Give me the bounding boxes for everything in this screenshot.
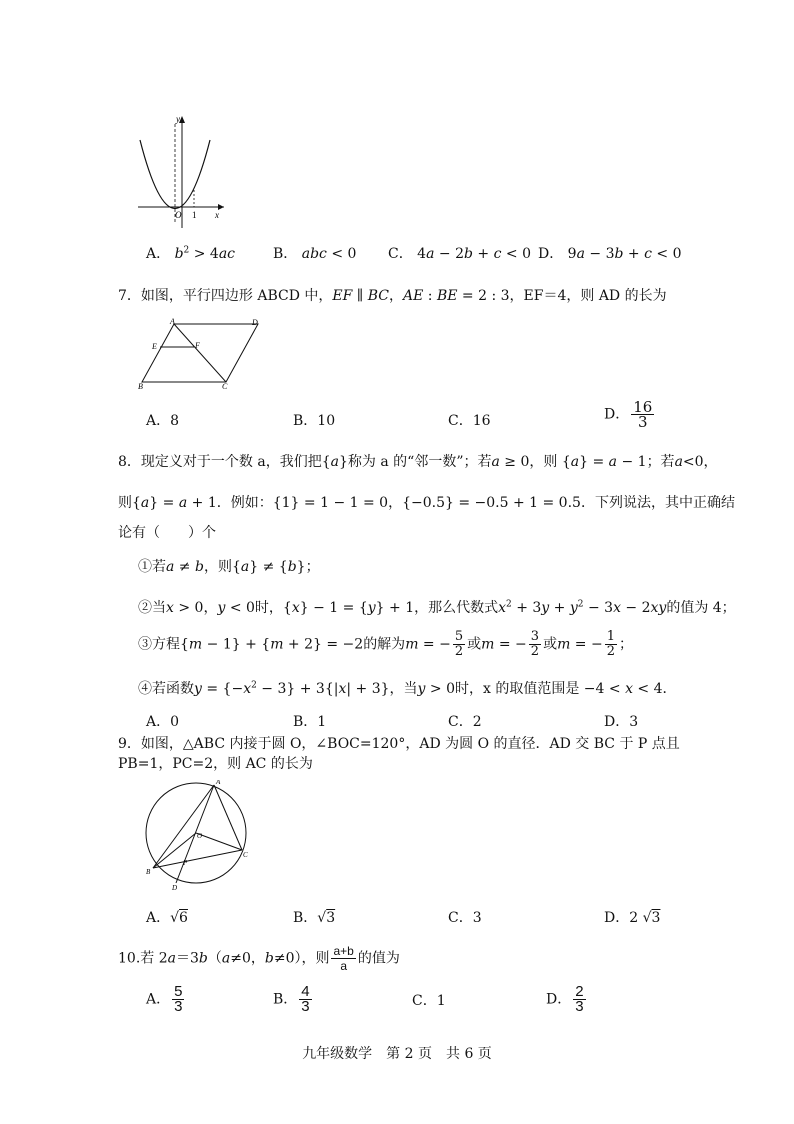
label-P: P	[183, 859, 188, 867]
q10-option-a: A． $\frac{5}{3}$	[146, 983, 183, 1015]
q10-option-c: C．1	[412, 993, 446, 1009]
q7-option-d: D． $\frac{16}{3}$	[604, 398, 653, 431]
label-O: O	[197, 832, 203, 840]
label-A: A	[216, 780, 221, 786]
q9-option-c: C．3	[448, 910, 482, 926]
label-C: C	[222, 382, 228, 390]
q10-stem: 10.若 2a＝3b（a≠0，b≠0），则 $\frac{a+b}{a}$ 的值为	[118, 944, 400, 973]
q9-circle-figure	[138, 780, 258, 892]
q9-line2: PB=1，PC=2，则 AC 的长为	[118, 756, 313, 772]
label-E: E	[152, 342, 157, 351]
q8-option-c: C．2	[448, 714, 482, 730]
q8-line2: 则{a} = a + 1．例如：{1} = 1 − 1 = 0，{−0.5} = −0.5 + 1 = 0.5．下列说法，其中正确结	[118, 495, 735, 511]
q6-option-d: D． 9a − 3b + c < 0	[538, 246, 682, 262]
q9-option-a: A．√6	[146, 910, 188, 926]
q8-option-a: A．0	[146, 714, 180, 730]
y-label: y	[176, 114, 180, 124]
q7-parallelogram-figure	[136, 316, 266, 390]
q9-line1: 9．如图，△ABC 内接于圆 O，∠BOC=120°，AD 为圆 O 的直径．AD 交 BC 于 P 点且	[118, 736, 680, 752]
q7-option-a: A．8	[146, 413, 180, 429]
q6-parabola-figure	[132, 112, 232, 230]
origin-label: O	[175, 210, 182, 220]
q8-line1: 8．现定义对于一个数 a，我们把{a}称为 a 的“邻一数”；若a ≥ 0，则 {a} = a − 1；若a<0，	[118, 454, 718, 470]
q7-option-c: C．16	[448, 413, 491, 429]
label-B: B	[146, 868, 151, 876]
q9-option-d: D．2 √3	[604, 910, 661, 926]
label-A: A	[170, 317, 175, 326]
q10-option-b: B． $\frac{4}{3}$	[273, 983, 310, 1015]
q6-option-b: B． abc < 0	[273, 246, 357, 262]
q10-option-d: D． $\frac{2}{3}$	[546, 983, 584, 1015]
q8-item3: ③方程{m − 1} + {m + 2} = −2的解为m = − $\frac{5}{2}$ 或m = − $\frac{3}{2}$ 或m = − $\frac{1}{2}$ ；	[138, 629, 633, 659]
label-D: D	[172, 884, 178, 892]
label-F: F	[195, 341, 200, 350]
q8-option-d: D．3	[604, 714, 639, 730]
x-label: x	[215, 210, 219, 220]
q8-option-b: B．1	[293, 714, 327, 730]
label-B: B	[138, 382, 143, 390]
tick-1-label: 1	[192, 210, 197, 220]
label-D: D	[252, 318, 258, 327]
q7-option-b: B．10	[293, 413, 336, 429]
q6-option-c: C． 4a − 2b + c < 0	[388, 246, 531, 262]
q9-option-b: B．√3	[293, 910, 336, 926]
q8-item2: ②当x > 0，y < 0时，{x} − 1 = {y} + 1，那么代数式$x^2 + 3y + y^2 - 3x - 2xy$的值为 4；	[138, 599, 736, 616]
q7-stem: 7．如图，平行四边形 ABCD 中，EF ∥ BC，AE : BE = 2 : 3，EF＝4，则 AD 的长为	[118, 288, 667, 304]
q8-item1: ①若a ≠ b，则{a} ≠ {b}；	[138, 559, 320, 575]
q8-line3: 论有（ ）个	[118, 525, 216, 541]
q8-item4: ④若函数$y = \{-x^2 - 3\} + 3\{|x| + 3\}$，当y > 0时，x 的取值范围是 −4 < x < 4．	[138, 680, 677, 697]
page-footer: 九年级数学 第 2 页 共 6 页	[302, 1046, 492, 1062]
q6-option-a: A． $b^2 > 4ac$	[146, 245, 236, 262]
label-C: C	[243, 851, 248, 859]
